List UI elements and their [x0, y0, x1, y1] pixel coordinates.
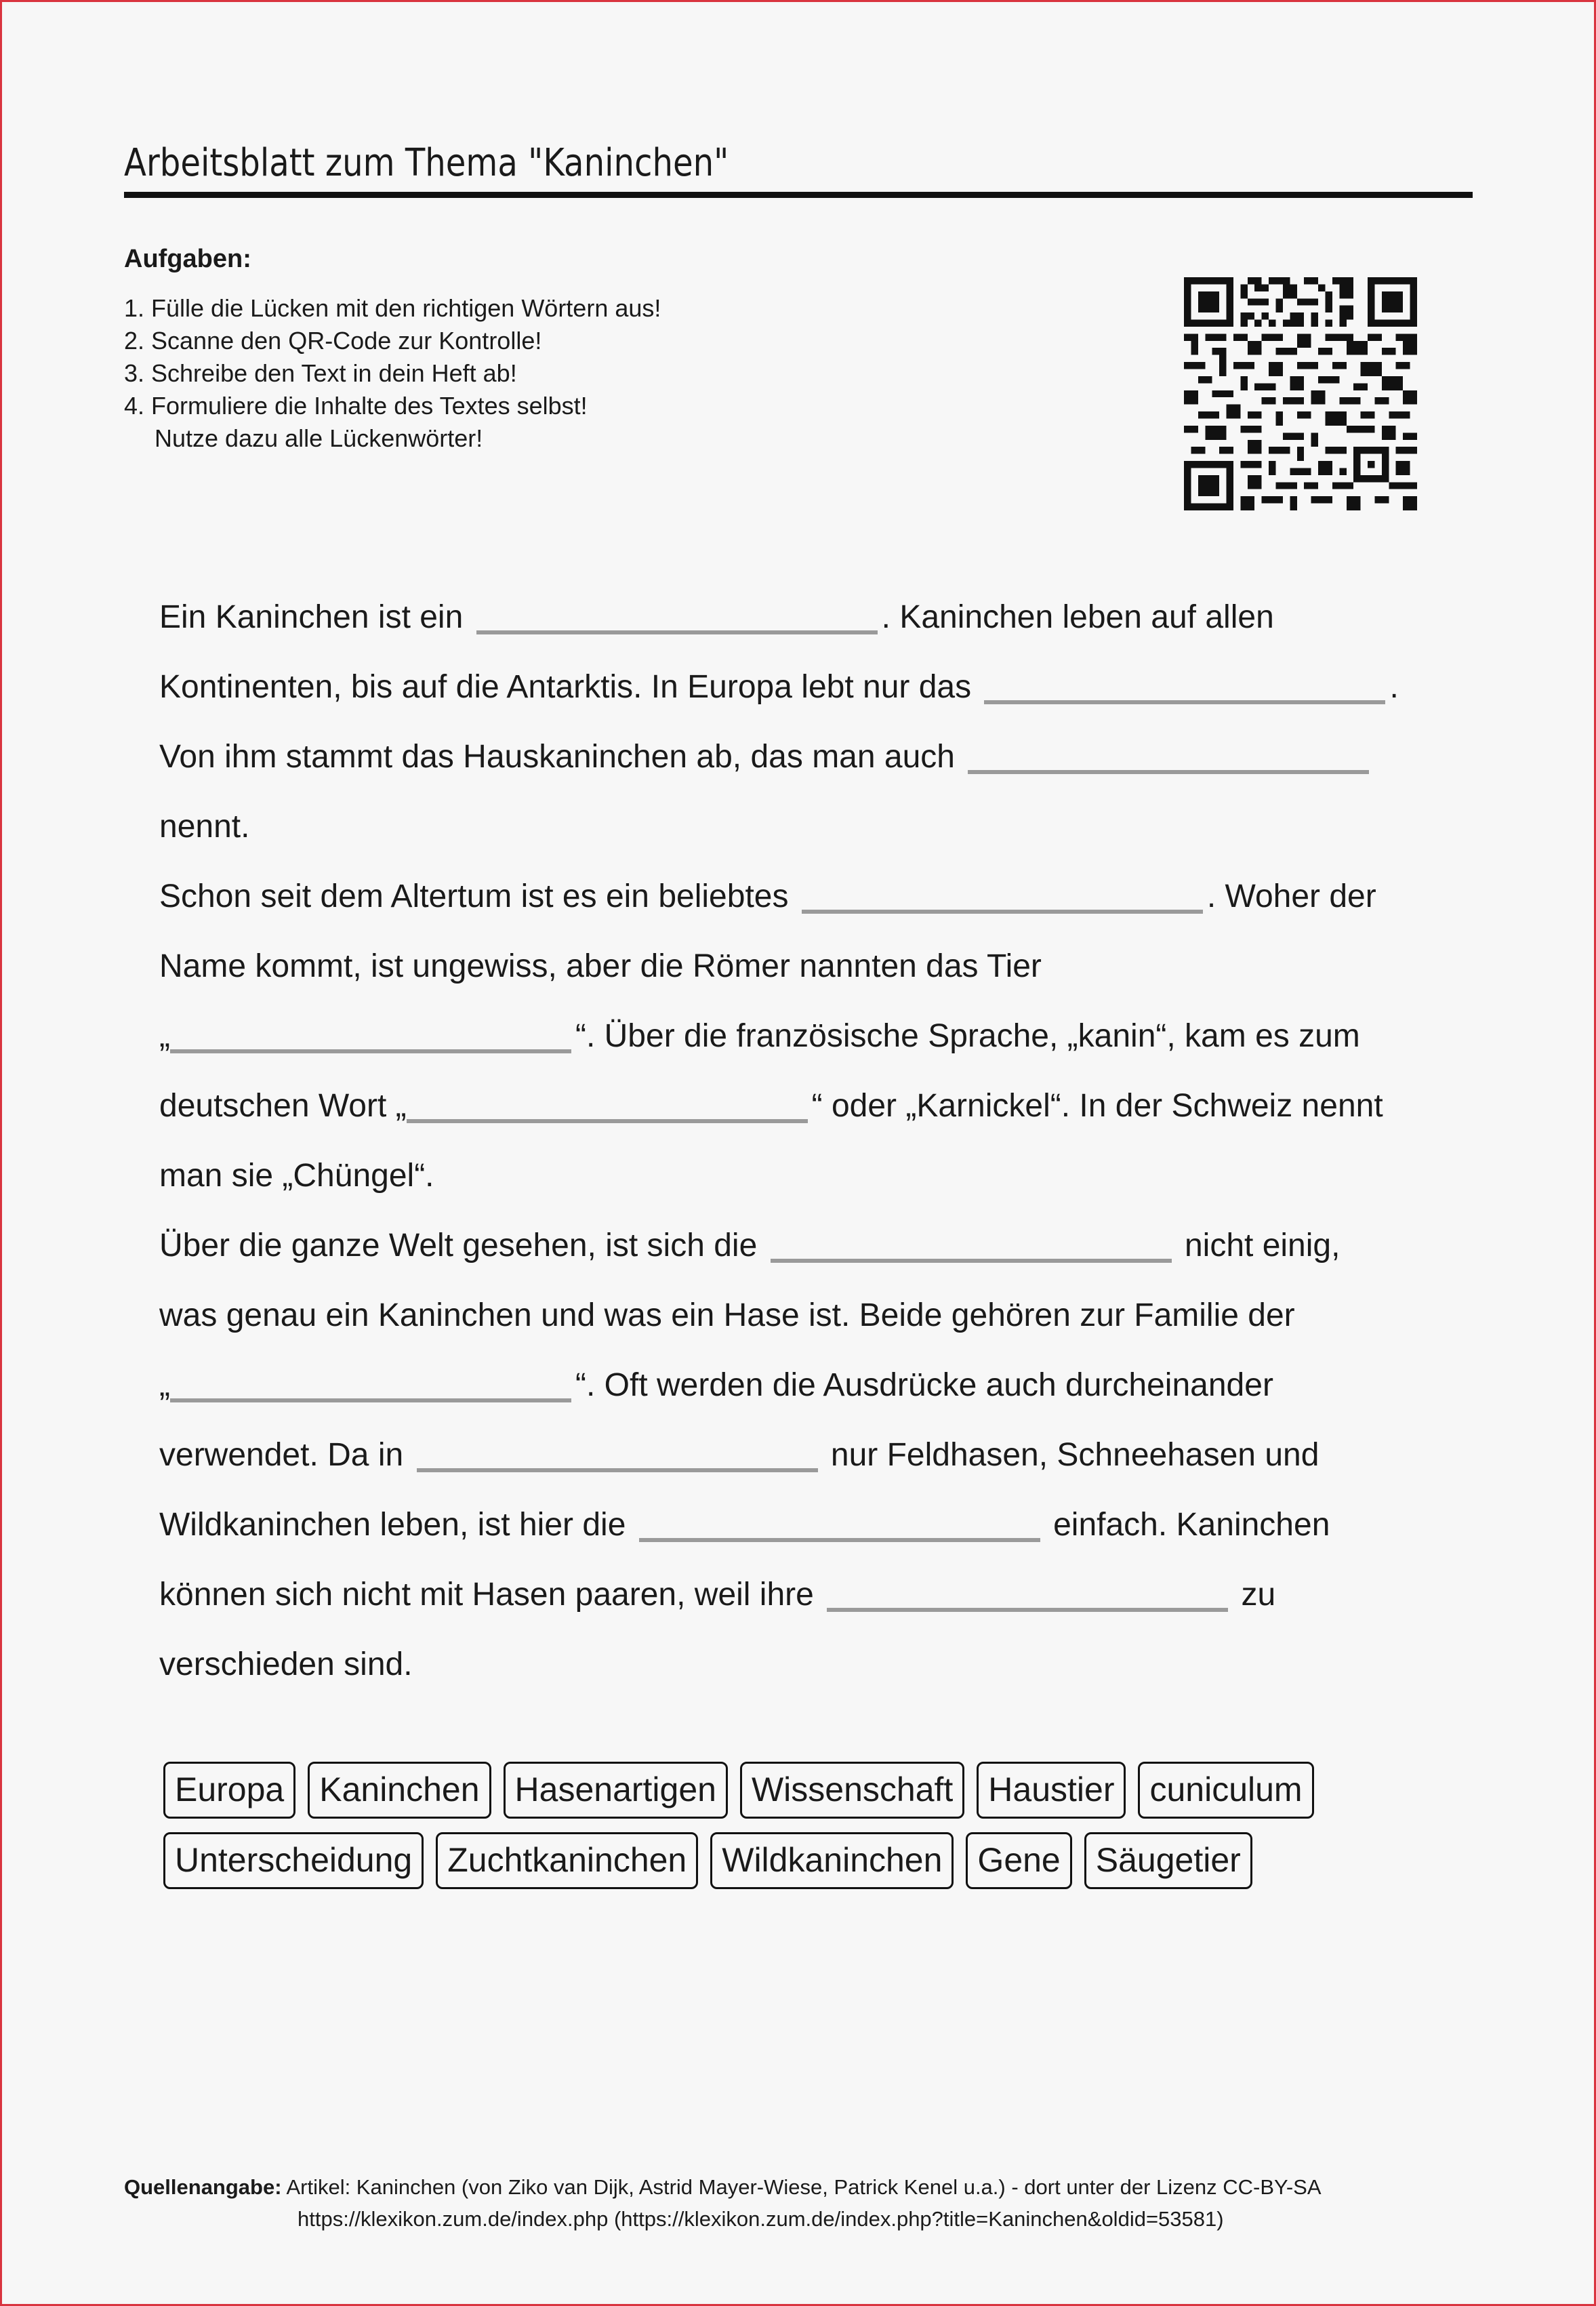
word-chip[interactable]: cuniculum	[1138, 1762, 1313, 1819]
text-line: Über die ganze Welt gesehen, ist sich die nicht einig,	[159, 1228, 1341, 1263]
word-chip[interactable]: Haustier	[977, 1762, 1126, 1819]
word-chip[interactable]: Europa	[163, 1762, 295, 1819]
tasks-heading: Aufgaben:	[124, 245, 251, 273]
word-bank-row	[163, 1762, 1451, 1819]
source-text: Artikel: Kaninchen (von Ziko van Dijk, Astrid Mayer-Wiese, Patrick Kenel u.a.) - dort unter der Lizenz CC-BY-SA	[286, 2175, 1322, 2199]
blank-field[interactable]	[968, 770, 1369, 774]
blank-field[interactable]	[802, 910, 1203, 914]
text-line: Ein Kaninchen ist ein . Kaninchen leben auf allen	[159, 599, 1274, 635]
blank-field[interactable]	[417, 1468, 818, 1472]
page-title: Arbeitsblatt zum Thema "Kaninchen"	[124, 141, 729, 185]
task-item: 3. Schreibe den Text in dein Heft ab!	[124, 359, 517, 387]
blank-field[interactable]	[407, 1119, 808, 1123]
source-url[interactable]: https://klexikon.zum.de/index.php (https://klexikon.zum.de/index.php?title=Kaninchen&oldid=53581)	[298, 2207, 1224, 2231]
text-line: verwendet. Da in nur Feldhasen, Schneehasen und	[159, 1437, 1319, 1473]
text-line: verschieden sind.	[159, 1646, 413, 1682]
blank-field[interactable]	[827, 1608, 1228, 1612]
blank-field[interactable]	[170, 1398, 571, 1402]
word-chip[interactable]: Hasenartigen	[504, 1762, 728, 1819]
word-bank	[163, 1762, 1451, 1903]
task-item: 1. Fülle die Lücken mit den richtigen Wörtern aus!	[124, 294, 661, 322]
blank-field[interactable]	[984, 700, 1385, 704]
text-line: Name kommt, ist ungewiss, aber die Römer nannten das Tier	[159, 948, 1042, 984]
text-line: Schon seit dem Altertum ist es ein beliebtes . Woher der	[159, 878, 1376, 914]
text-line: was genau ein Kaninchen und was ein Hase ist. Beide gehören zur Familie der	[159, 1297, 1295, 1333]
text-line: deutschen Wort „ “ oder „Karnickel“. In der Schweiz nennt	[159, 1088, 1383, 1124]
cloze-text	[159, 582, 1488, 1699]
text-line: man sie „Chüngel“.	[159, 1158, 434, 1194]
word-chip[interactable]: Unterscheidung	[163, 1832, 424, 1889]
word-chip[interactable]: Kaninchen	[308, 1762, 491, 1819]
source-attribution	[124, 2171, 1479, 2235]
task-item: Nutze dazu alle Lückenwörter!	[155, 424, 483, 452]
tasks-list	[124, 292, 661, 455]
qr-code-icon[interactable]	[1184, 273, 1417, 514]
blank-field[interactable]	[771, 1259, 1172, 1263]
word-chip[interactable]: Säugetier	[1084, 1832, 1252, 1889]
word-chip[interactable]: Zuchtkaninchen	[436, 1832, 698, 1889]
task-item: 2. Scanne den QR-Code zur Kontrolle!	[124, 327, 542, 355]
text-line: nennt.	[159, 809, 250, 845]
word-bank-row	[163, 1832, 1451, 1889]
blank-field[interactable]	[639, 1538, 1040, 1542]
text-line: „ “. Über die französische Sprache, „kanin“, kam es zum	[159, 1018, 1360, 1054]
word-chip[interactable]: Wissenschaft	[740, 1762, 964, 1819]
text-line: Kontinenten, bis auf die Antarktis. In Europa lebt nur das .	[159, 669, 1399, 705]
text-line: Von ihm stammt das Hauskaninchen ab, das man auch	[159, 722, 1488, 792]
word-chip[interactable]: Gene	[966, 1832, 1071, 1889]
blank-field[interactable]	[476, 630, 878, 634]
text-line: Wildkaninchen leben, ist hier die einfach. Kaninchen	[159, 1507, 1330, 1543]
source-label: Quellenangabe:	[124, 2175, 282, 2199]
task-item: 4. Formuliere die Inhalte des Textes selbst!	[124, 392, 588, 420]
blank-field[interactable]	[170, 1049, 571, 1053]
text-line: können sich nicht mit Hasen paaren, weil ihre zu	[159, 1577, 1276, 1613]
title-divider	[124, 192, 1473, 198]
text-line: „ “. Oft werden die Ausdrücke auch durcheinander	[159, 1367, 1273, 1403]
word-chip[interactable]: Wildkaninchen	[710, 1832, 954, 1889]
